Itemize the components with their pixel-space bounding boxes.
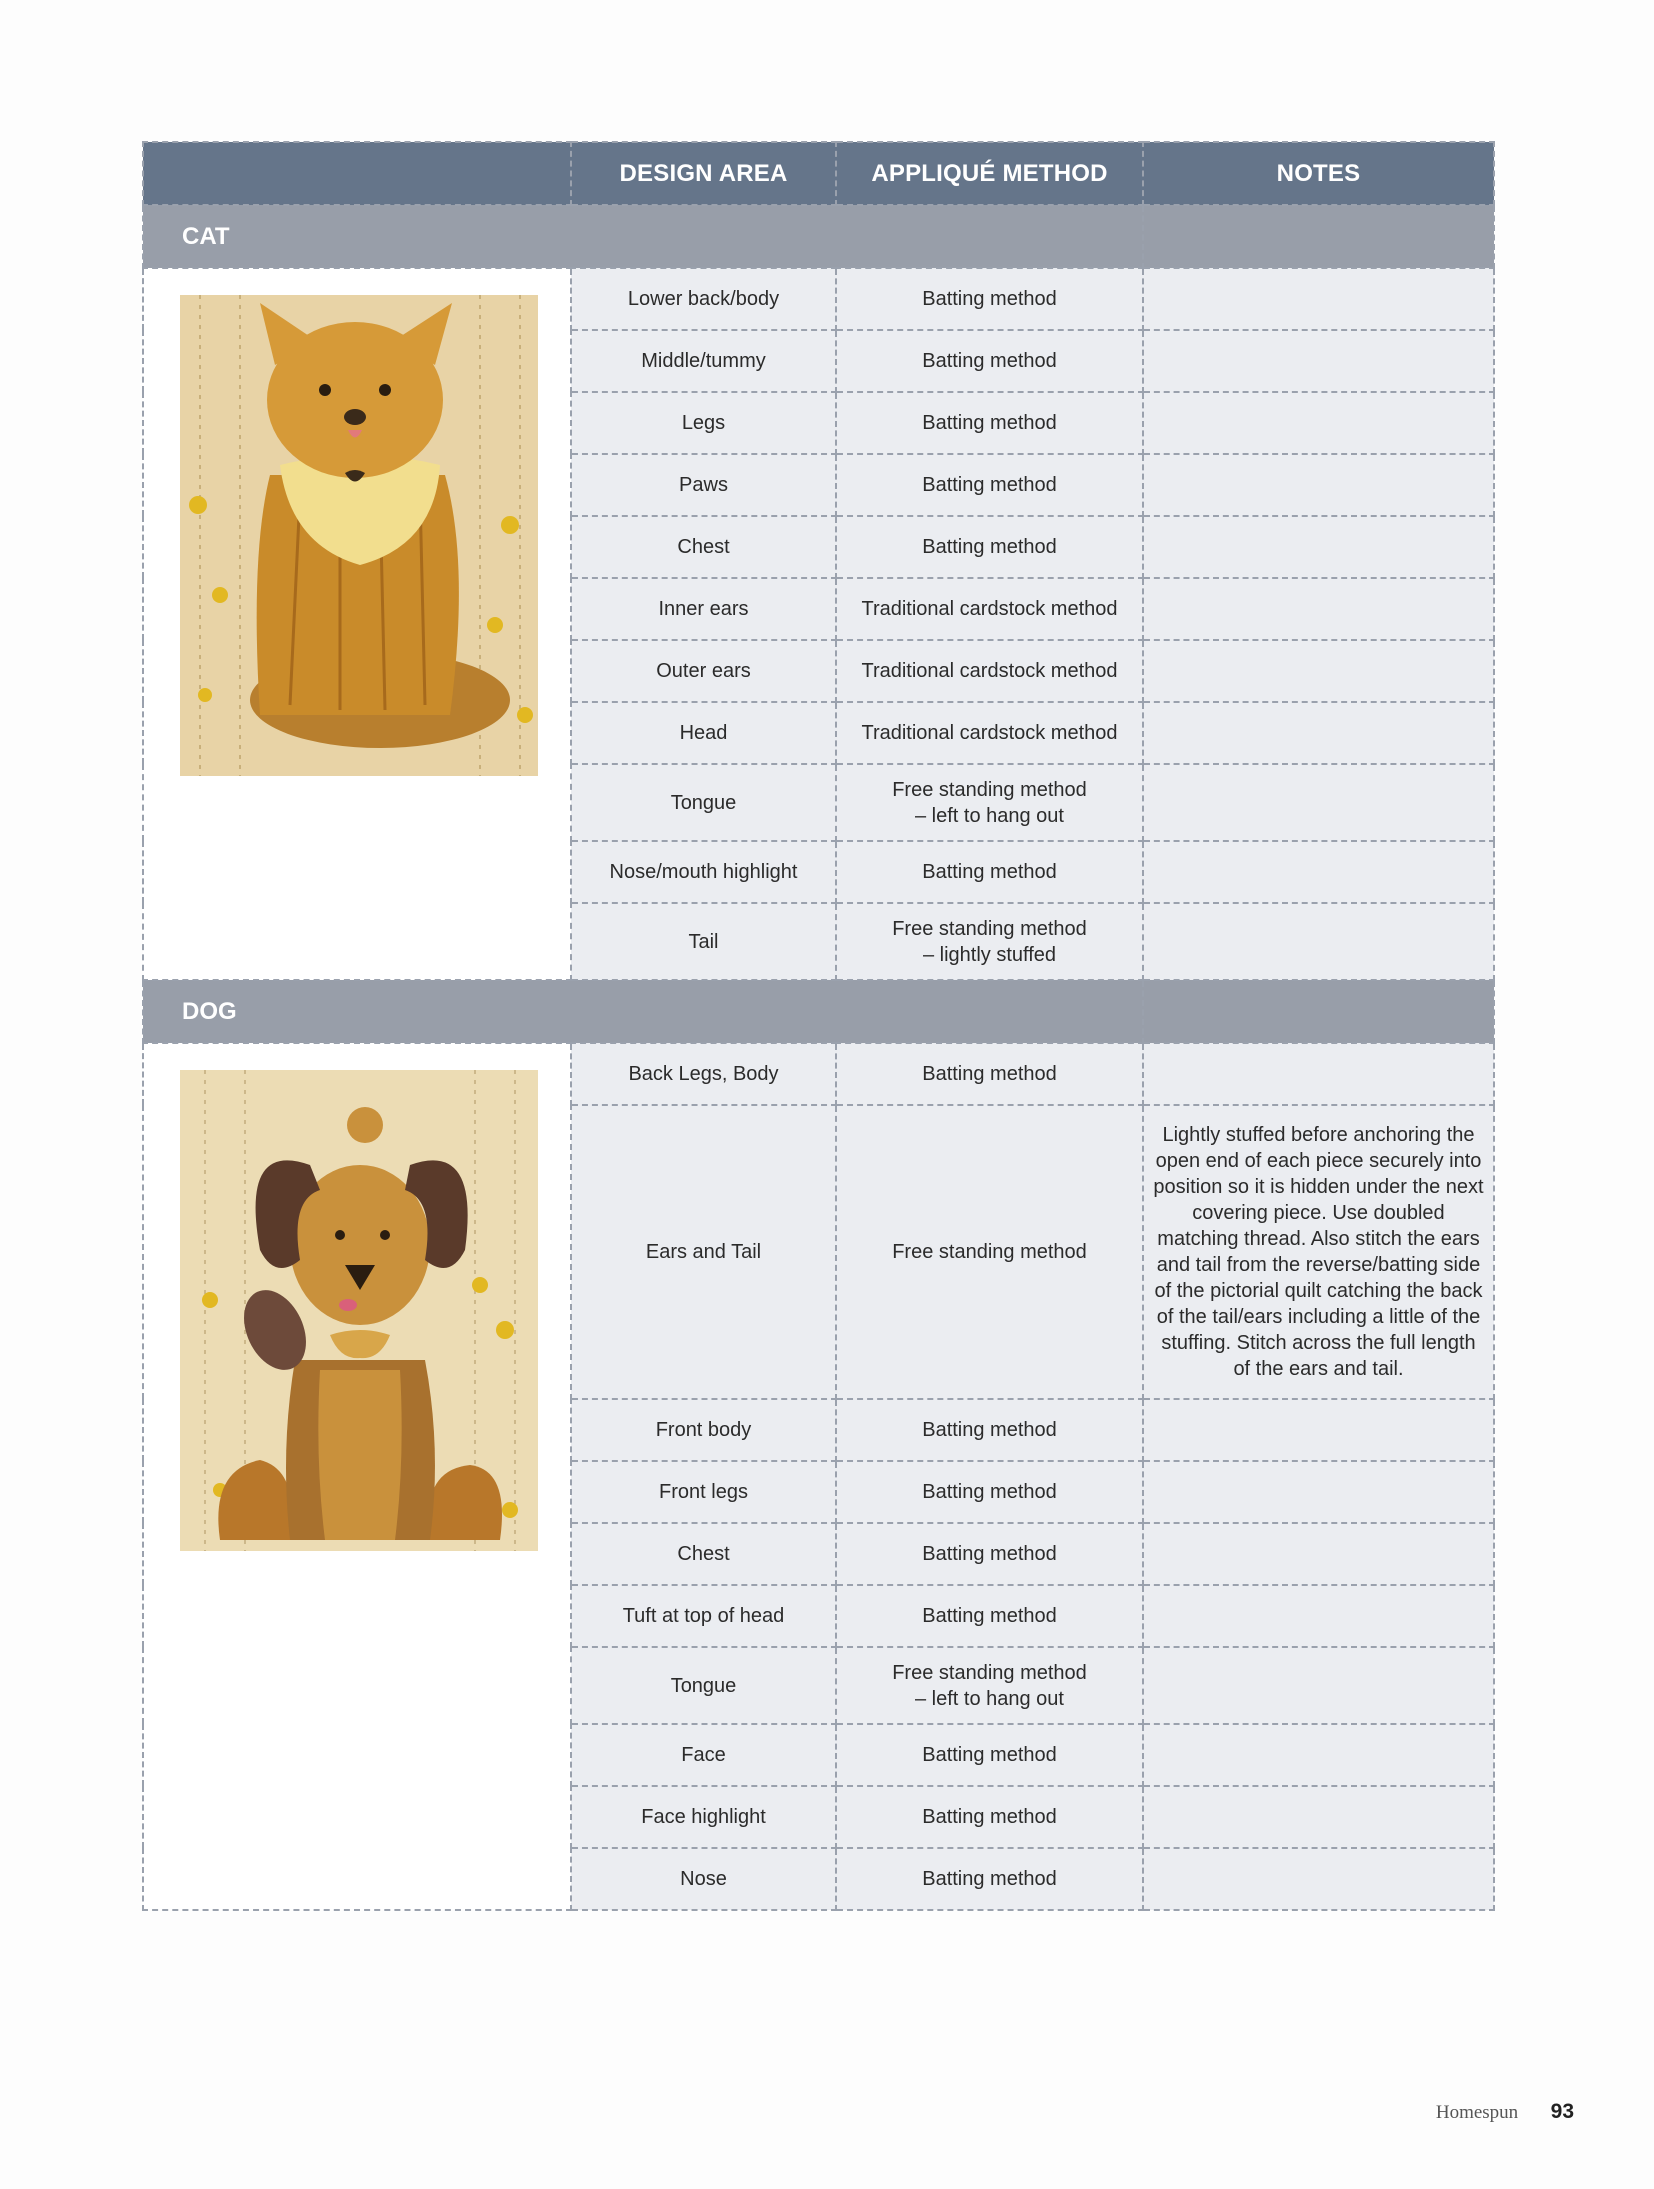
notes-cell	[1143, 841, 1494, 903]
notes-cell: Lightly stuffed before anchoring the open end of each piece securely into position so it is hidden under the next covering piece. Use doubled matching thread. Also stitch the ears and tail from the reverse/batting side of the pictorial quilt catching the back of the tail/ears including a little of the stuffing. Stitch across the full length of the ears and tail.	[1143, 1105, 1494, 1399]
notes-cell	[1143, 1647, 1494, 1724]
header-notes: NOTES	[1143, 142, 1494, 205]
notes-cell	[1143, 1724, 1494, 1786]
design-area-cell: Chest	[571, 516, 836, 578]
method-line: – lightly stuffed	[922, 943, 1057, 966]
method-cell: Batting method	[836, 1848, 1143, 1910]
notes-cell	[1143, 1786, 1494, 1848]
design-area-cell: Legs	[571, 392, 836, 454]
method-cell: Batting method	[836, 454, 1143, 516]
dog-quilt-photo	[180, 1070, 538, 1551]
design-area-cell: Tail	[571, 903, 836, 980]
design-area-cell: Tuft at top of head	[571, 1585, 836, 1647]
method-cell	[836, 764, 1143, 841]
method-cell: Batting method	[836, 330, 1143, 392]
method-line: Free standing method	[892, 778, 1087, 801]
method-cell: Batting method	[836, 516, 1143, 578]
design-area-cell: Front body	[571, 1399, 836, 1461]
notes-cell	[1143, 1585, 1494, 1647]
method-cell: Batting method	[836, 1461, 1143, 1523]
design-area-cell: Paws	[571, 454, 836, 516]
cat-quilt-photo	[180, 295, 538, 776]
page-footer	[0, 2100, 1574, 2124]
method-cell: Batting method	[836, 1786, 1143, 1848]
method-cell: Batting method	[836, 1585, 1143, 1647]
design-area-cell: Face highlight	[571, 1786, 836, 1848]
method-line: Free standing method	[892, 1661, 1087, 1684]
design-area-cell: Outer ears	[571, 640, 836, 702]
design-area-cell: Nose	[571, 1848, 836, 1910]
design-area-cell: Tongue	[571, 764, 836, 841]
notes-cell	[1143, 702, 1494, 764]
method-line: Free standing method	[892, 917, 1087, 940]
applique-methods-table	[142, 141, 1495, 1911]
design-area-cell: Face	[571, 1724, 836, 1786]
section-label-cat: CAT	[143, 205, 1143, 268]
design-area-cell: Lower back/body	[571, 268, 836, 330]
table-row	[143, 268, 1494, 330]
design-area-cell: Tongue	[571, 1647, 836, 1724]
notes-cell	[1143, 764, 1494, 841]
design-area-cell: Middle/tummy	[571, 330, 836, 392]
header-design-area: DESIGN AREA	[571, 142, 836, 205]
design-area-cell: Nose/mouth highlight	[571, 841, 836, 903]
notes-cell	[1143, 1848, 1494, 1910]
method-cell: Traditional cardstock method	[836, 578, 1143, 640]
method-cell: Batting method	[836, 268, 1143, 330]
section-row-dog	[143, 980, 1494, 1043]
notes-cell	[1143, 1043, 1494, 1105]
notes-cell	[1143, 1523, 1494, 1585]
method-cell: Traditional cardstock method	[836, 702, 1143, 764]
notes-cell	[1143, 640, 1494, 702]
notes-cell	[1143, 268, 1494, 330]
notes-cell	[1143, 454, 1494, 516]
header-blank-cell	[143, 142, 571, 205]
notes-cell	[1143, 392, 1494, 454]
method-cell: Batting method	[836, 1399, 1143, 1461]
notes-cell	[1143, 578, 1494, 640]
section-notes-blank	[1143, 205, 1494, 268]
design-area-cell: Front legs	[571, 1461, 836, 1523]
header-applique-method: APPLIQUÉ METHOD	[836, 142, 1143, 205]
design-area-cell: Head	[571, 702, 836, 764]
design-area-cell: Ears and Tail	[571, 1105, 836, 1399]
method-cell: Batting method	[836, 841, 1143, 903]
notes-cell	[1143, 1399, 1494, 1461]
page-number: 93	[1550, 2100, 1574, 2123]
design-area-cell: Chest	[571, 1523, 836, 1585]
section-notes-blank	[1143, 980, 1494, 1043]
cat-image-cell	[143, 268, 571, 980]
design-area-cell: Back Legs, Body	[571, 1043, 836, 1105]
method-line: – left to hang out	[914, 804, 1064, 827]
method-cell: Batting method	[836, 1523, 1143, 1585]
section-row-cat	[143, 205, 1494, 268]
method-cell: Traditional cardstock method	[836, 640, 1143, 702]
notes-cell	[1143, 1461, 1494, 1523]
design-area-cell: Inner ears	[571, 578, 836, 640]
publication-name: Homespun	[1435, 2102, 1519, 2123]
method-line: – left to hang out	[914, 1687, 1064, 1710]
notes-cell	[1143, 516, 1494, 578]
method-cell: Batting method	[836, 392, 1143, 454]
notes-cell	[1143, 330, 1494, 392]
method-cell	[836, 903, 1143, 980]
notes-cell	[1143, 903, 1494, 980]
table-header-row	[143, 142, 1494, 205]
method-cell: Batting method	[836, 1043, 1143, 1105]
method-cell: Free standing method	[836, 1105, 1143, 1399]
method-cell	[836, 1647, 1143, 1724]
method-cell: Batting method	[836, 1724, 1143, 1786]
section-label-dog: DOG	[143, 980, 1143, 1043]
dog-image-cell	[143, 1043, 571, 1910]
table-row	[143, 1043, 1494, 1105]
